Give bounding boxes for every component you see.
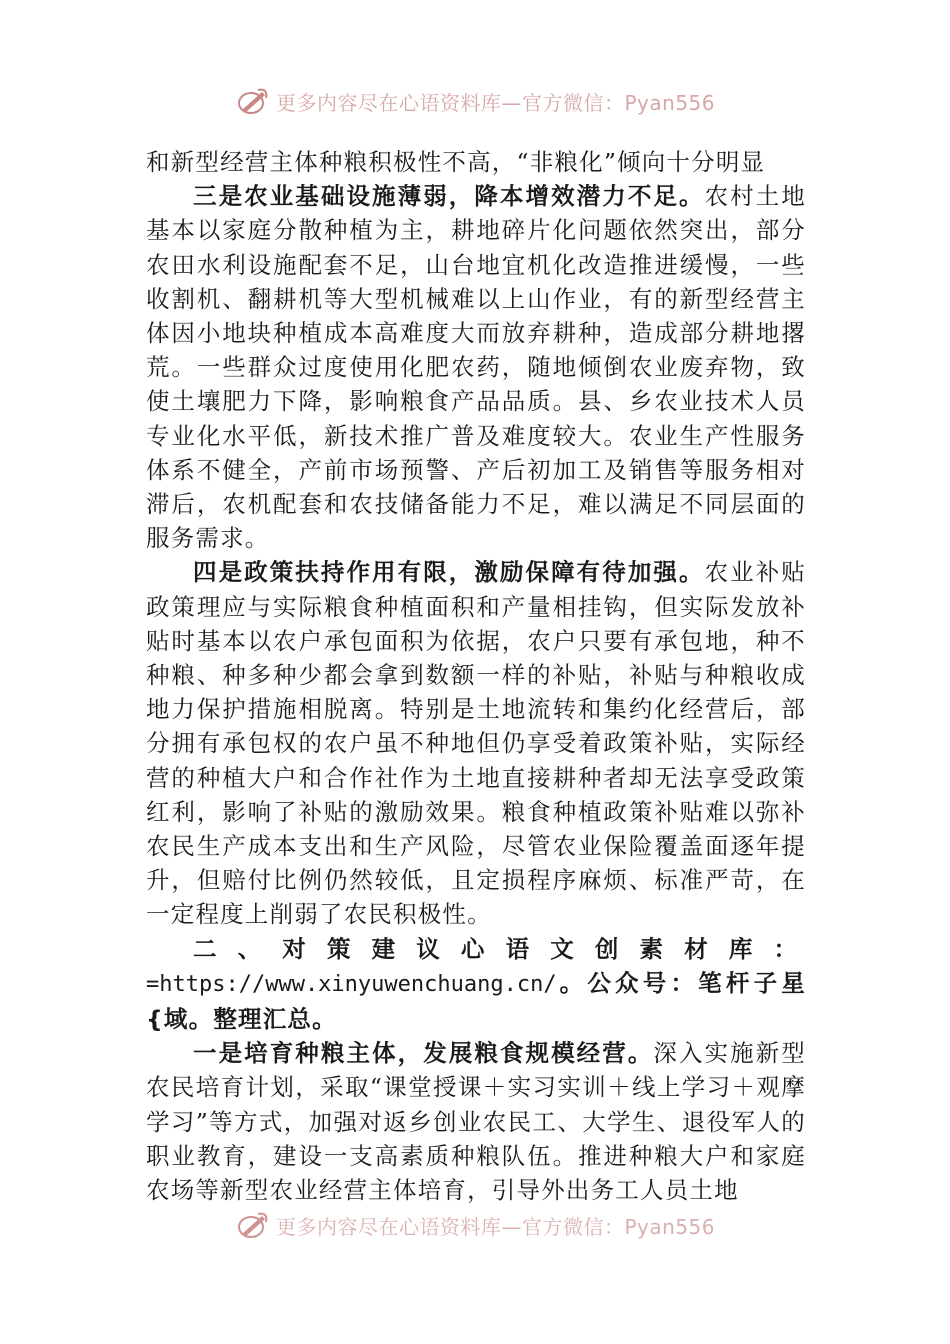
paragraph-lead: 三是农业基础设施薄弱，降本增效潜力不足。 bbox=[193, 182, 705, 211]
section-heading-tail: 。公众号：笔杆子星{域。整理汇总。 bbox=[146, 968, 806, 1034]
quill-logo-icon bbox=[236, 1210, 270, 1240]
paragraph-infrastructure bbox=[146, 179, 806, 555]
paragraph-lead: 四是政策扶持作用有限，激励保障有待加强。 bbox=[193, 558, 705, 587]
watermark-top bbox=[236, 86, 715, 116]
section-heading bbox=[146, 932, 806, 1037]
watermark-bottom bbox=[236, 1210, 715, 1240]
quill-logo-icon bbox=[236, 86, 270, 116]
paragraph-body: 农业补贴政策理应与实际粮食种植面积和产量相挂钩，但实际发放补贴时基本以农户承包面积为依据，农户只要有承包地，种不种粮、种多种少都会拿到数额一样的补贴，补贴与种粮收成地力保护措施相脱离。特别是土地流转和集约化经营后，部分拥有承包权的农户虽不种地但仍享受着政策补贴，实际经营的种植大户和合作社作为土地直接耕种者却无法享受政策红利，影响了补贴的激励效果。粮食种植政策补贴难以弥补农民生产成本支出和生产风险，尽管农业保险覆盖面逐年提升，但赔付比例仍然较低，且定损程序麻烦、标准严苛，在一定程度上削弱了农民积极性。 bbox=[146, 558, 806, 929]
document-body bbox=[146, 145, 806, 1207]
watermark-text: 更多内容尽在心语资料库—官方微信：Pyan556 bbox=[276, 90, 716, 115]
paragraph-body: 和新型经营主体种粮积极性不高，“非粮化”倾向十分明显 bbox=[146, 148, 766, 176]
paragraph-grain-subjects bbox=[146, 1036, 806, 1207]
paragraph-body: 农村土地基本以家庭分散种植为主，耕地碎片化问题依然突出，部分农田水利设施配套不足，山台地宜机化改造推进缓慢，一些收割机、翻耕机等大型机械难以上山作业，有的新型经营主体因小地块种植成本高难度大而放弃耕种，造成部分耕地撂荒。一些群众过度使用化肥农药，随地倾倒农业废弃物，致使土壤肥力下降，影响粮食产品品质。县、乡农业技术人员专业化水平低，新技术推广普及难度较大。农业生产性服务体系不健全，产前市场预警、产后初加工及销售等服务相对滞后，农机配套和农技储备能力不足，难以满足不同层面的服务需求。 bbox=[146, 182, 806, 553]
watermark-text: 更多内容尽在心语资料库—官方微信：Pyan556 bbox=[276, 1214, 716, 1239]
paragraph-lead: 一是培育种粮主体，发展粮食规模经营。 bbox=[193, 1039, 654, 1068]
paragraph-body: 深入实施新型农民培育计划，采取“课堂授课＋实习实训＋线上学习＋观摩学习”等方式，加强对返乡创业农民工、大学生、退役军人的职业教育，建设一支高素质种粮队伍。推进种粮大户和家庭农场等新型农业经营主体培育，引导外出务工人员土地 bbox=[146, 1039, 806, 1205]
source-url: =https://www.xinyuwenchuang.cn/ bbox=[146, 971, 557, 997]
paragraph-continuation bbox=[146, 145, 806, 179]
paragraph-policy bbox=[146, 555, 806, 931]
section-heading-text: 二、对策建议心语文创素材库： bbox=[193, 934, 806, 963]
